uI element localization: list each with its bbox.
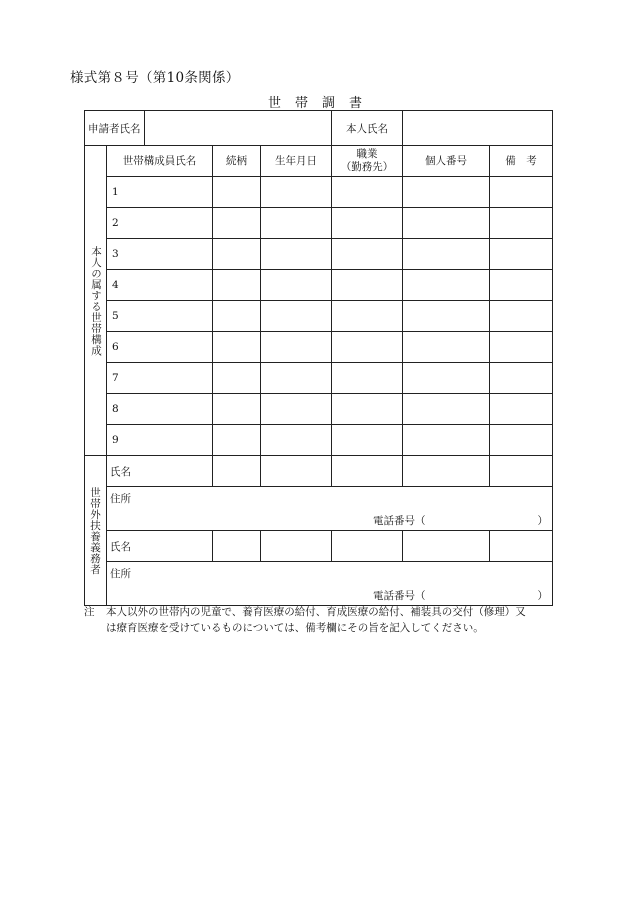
column-header-birthdate: 生年月日 [261, 146, 332, 177]
member-name-cell[interactable]: 5 [107, 301, 213, 332]
phone-close-paren: ） [537, 515, 549, 527]
member-name-cell[interactable]: 9 [107, 425, 213, 456]
column-header-remarks: 備 考 [490, 146, 553, 177]
document-title: 世帯調書 [267, 96, 376, 111]
remarks-cell[interactable] [490, 425, 553, 456]
occupation-cell[interactable] [332, 394, 403, 425]
relationship-cell[interactable] [213, 425, 261, 456]
individual-number-cell[interactable] [403, 363, 490, 394]
member-name-cell[interactable]: 3 [107, 239, 213, 270]
table-row [85, 301, 553, 332]
birthdate-cell[interactable] [261, 394, 332, 425]
form-number: 様式第８号（第10条関係） [70, 70, 240, 86]
outside-birthdate-1[interactable] [261, 456, 332, 487]
phone-close-paren: ） [537, 590, 549, 602]
birthdate-cell[interactable] [261, 332, 332, 363]
birthdate-cell[interactable] [261, 177, 332, 208]
note-mark: 注 [84, 606, 95, 618]
outside-remarks-1[interactable] [490, 456, 553, 487]
individual-number-cell[interactable] [403, 239, 490, 270]
self-name-field[interactable] [403, 111, 553, 146]
outside-occupation-1[interactable] [332, 456, 403, 487]
relationship-cell[interactable] [213, 332, 261, 363]
table-row [85, 332, 553, 363]
phone-label: 電話番号（ [373, 590, 426, 602]
column-header-relationship: 続柄 [213, 146, 261, 177]
occupation-cell[interactable] [332, 270, 403, 301]
outside-relationship-2[interactable] [213, 531, 261, 562]
individual-number-cell[interactable] [403, 301, 490, 332]
remarks-cell[interactable] [490, 270, 553, 301]
outside-name-field-1[interactable]: 氏名 [107, 456, 213, 487]
outside-address-field-2[interactable] [107, 562, 553, 606]
address-label: 住所 [110, 493, 131, 505]
relationship-cell[interactable] [213, 363, 261, 394]
occupation-cell[interactable] [332, 425, 403, 456]
remarks-cell[interactable] [490, 301, 553, 332]
footnote [84, 604, 554, 636]
relationship-cell[interactable] [213, 301, 261, 332]
member-name-cell[interactable]: 4 [107, 270, 213, 301]
applicant-name-label: 申請者氏名 [85, 111, 145, 146]
occupation-cell[interactable] [332, 177, 403, 208]
birthdate-cell[interactable] [261, 239, 332, 270]
remarks-cell[interactable] [490, 394, 553, 425]
table-row [85, 425, 553, 456]
table-row [85, 239, 553, 270]
birthdate-cell[interactable] [261, 363, 332, 394]
remarks-cell[interactable] [490, 239, 553, 270]
note-line-2: は療育医療を受けているものについては、備考欄にその旨を記入してください。 [106, 622, 484, 634]
column-header-member-name: 世帯構成員氏名 [107, 146, 213, 177]
birthdate-cell[interactable] [261, 270, 332, 301]
remarks-cell[interactable] [490, 363, 553, 394]
table-row [85, 208, 553, 239]
individual-number-cell[interactable] [403, 332, 490, 363]
birthdate-cell[interactable] [261, 301, 332, 332]
outside-individual-number-1[interactable] [403, 456, 490, 487]
birthdate-cell[interactable] [261, 208, 332, 239]
phone-label: 電話番号（ [373, 515, 426, 527]
occupation-cell[interactable] [332, 363, 403, 394]
household-table [84, 110, 553, 606]
outside-name-field-2[interactable]: 氏名 [107, 531, 213, 562]
occupation-cell[interactable] [332, 301, 403, 332]
member-name-cell[interactable]: 1 [107, 177, 213, 208]
birthdate-cell[interactable] [261, 425, 332, 456]
relationship-cell[interactable] [213, 208, 261, 239]
individual-number-cell[interactable] [403, 394, 490, 425]
member-name-cell[interactable]: 7 [107, 363, 213, 394]
occupation-cell[interactable] [332, 332, 403, 363]
table-row [85, 177, 553, 208]
occupation-cell[interactable] [332, 208, 403, 239]
relationship-cell[interactable] [213, 394, 261, 425]
individual-number-cell[interactable] [403, 208, 490, 239]
table-row [85, 363, 553, 394]
column-header-occupation: 職業 （勤務先） [332, 146, 403, 177]
column-header-individual-number: 個人番号 [403, 146, 490, 177]
occupation-cell[interactable] [332, 239, 403, 270]
relationship-cell[interactable] [213, 239, 261, 270]
relationship-cell[interactable] [213, 177, 261, 208]
applicant-name-field[interactable] [145, 111, 332, 146]
member-name-cell[interactable]: 2 [107, 208, 213, 239]
relationship-cell[interactable] [213, 270, 261, 301]
individual-number-cell[interactable] [403, 270, 490, 301]
member-name-cell[interactable]: 8 [107, 394, 213, 425]
table-row [85, 270, 553, 301]
remarks-cell[interactable] [490, 332, 553, 363]
self-name-label: 本人氏名 [332, 111, 403, 146]
outside-individual-number-2[interactable] [403, 531, 490, 562]
note-line-1: 本人以外の世帯内の児童で、養育医療の給付、育成医療の給付、補装具の交付（修理）又 [106, 606, 526, 618]
table-row [85, 394, 553, 425]
address-label: 住所 [110, 568, 131, 580]
outside-section-label: 世帯外扶養義務者 [85, 456, 107, 606]
individual-number-cell[interactable] [403, 177, 490, 208]
outside-birthdate-2[interactable] [261, 531, 332, 562]
outside-occupation-2[interactable] [332, 531, 403, 562]
remarks-cell[interactable] [490, 208, 553, 239]
household-section-label: 本人の属する世帯構成 [85, 146, 107, 456]
individual-number-cell[interactable] [403, 425, 490, 456]
outside-relationship-1[interactable] [213, 456, 261, 487]
member-name-cell[interactable]: 6 [107, 332, 213, 363]
outside-remarks-2[interactable] [490, 531, 553, 562]
remarks-cell[interactable] [490, 177, 553, 208]
outside-address-field-1[interactable] [107, 487, 553, 531]
